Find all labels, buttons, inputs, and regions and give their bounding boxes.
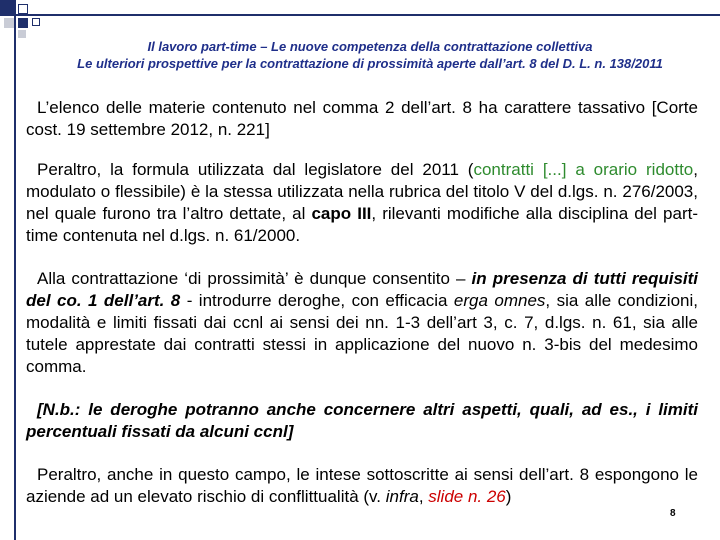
corner-square-dark (0, 0, 14, 14)
header-line-1: Il lavoro part-time – Le nuove competenza della contrattazione collettiva (147, 39, 593, 54)
p3-text-c: , sia alle condizioni, modalità e limiti fissati dai ccnl ai sensi dei nn. 1-3 dell’art 3, c. 7, d.lgs. n. 61, sia alle tutele apprestate dai contratti stessi in applicazione del nuovo n. 3-bis del medesimo comma. (26, 291, 698, 376)
p5-text-b: , (418, 487, 429, 506)
paragraph-4-note (26, 399, 698, 443)
p2-text-b: , modulato o flessibile) è la stessa utilizzata nella rubrica del titolo V del d.lgs. n. 276/2003, nel quale furono tra l’altro dettate, al (26, 160, 698, 223)
p2-bold-capo: capo III (311, 204, 372, 223)
paragraph-3 (26, 268, 698, 378)
p2-green-quote: contratti [...] a orario ridotto (473, 160, 694, 179)
paragraph-2 (26, 159, 698, 247)
p2-text-c: , rilevanti modifiche alla disciplina del part-time contenuta nel d.lgs. n. 61/2000. (26, 204, 698, 245)
p3-text-b: - introdurre deroghe, con efficacia (180, 291, 454, 310)
paragraph-1 (26, 97, 698, 141)
corner-square-grey-small (18, 30, 26, 38)
corner-square-outline (18, 4, 28, 14)
paragraph-1-text: L’elenco delle materie contenuto nel comma 2 dell’art. 8 ha carattere tassativo [Corte cost. 19 settembre 2012, n. 221] (26, 98, 698, 139)
header-line-2: Le ulteriori prospettive per la contrattazione di prossimità aperte dall’art. 8 del D. L. n. 138/2011 (77, 56, 663, 71)
page-number: 8 (670, 508, 676, 519)
p5-text-c: ) (505, 487, 512, 506)
p3-italic-erga-omnes: erga omnes (453, 291, 546, 310)
p3-text-a: Alla contrattazione ‘di prossimità’ è dunque consentito – (37, 269, 472, 288)
p5-red-slide-ref[interactable]: slide n. 26 (428, 487, 506, 506)
p5-text-a: Peraltro, anche in questo campo, le intese sottoscritte ai sensi dell’art. 8 espongono le aziende ad un elevato rischio di conflittualità (v. (26, 465, 698, 506)
corner-square-grey (4, 18, 14, 28)
corner-square-dark-small (18, 18, 28, 28)
paragraph-4-text: [N.b.: le deroghe potranno anche concernere altri aspetti, quali, ad es., i limiti percentuali fissati da alcuni ccnl] (26, 400, 698, 441)
left-rule (14, 0, 16, 540)
top-rule (0, 14, 720, 16)
p5-italic-infra: infra (385, 487, 419, 506)
p3-italic-requisiti: in presenza di tutti requisiti del co. 1 dell’art. 8 (26, 269, 699, 310)
corner-square-outline-small (32, 18, 40, 26)
p2-text-a: Peraltro, la formula utilizzata dal legislatore del 2011 ( (37, 160, 474, 179)
slide-header (40, 38, 700, 72)
paragraph-5 (26, 464, 698, 508)
